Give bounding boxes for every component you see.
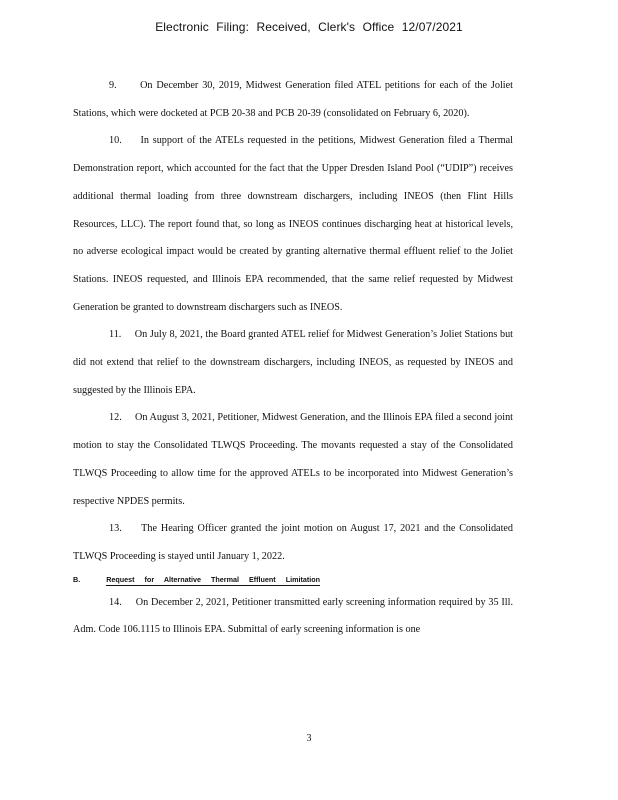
paragraph-text: On August 3, 2021, Petitioner, Midwest Generation, and the Illinois EPA filed a second joint motion to stay the Consolidated TLWQS Proceeding. The movants requested a stay of the Consolidated TLWQS Proceeding to allow time for the approved ATELs to be incorporated into Midwest Generation’s respective NPDES permits. [73,412,514,507]
document-body [73,72,513,644]
paragraph-number: 9. [109,80,117,91]
section-letter: B. [73,574,81,584]
paragraph-number: 12. [109,412,122,424]
paragraph-12 [73,404,513,515]
paragraph-text: On July 8, 2021, the Board granted ATEL relief for Midwest Generation’s Joliet Stations but did not extend that relief to the downstream dischargers, including INEOS, as requested by INEOS and suggested by the Illinois EPA. [73,329,513,396]
page-number: 3 [306,733,312,744]
paragraph-number: 14. [109,596,122,608]
paragraph-text: On December 2, 2021, Petitioner transmitted early screening information required by 35 Ill. Adm. Code 106.1115 to Illinois EPA. Submittal of early screening information is one [73,596,513,636]
section-title: Request for Alternative Thermal Effluent Limitation [106,574,321,584]
section-heading [73,571,513,589]
paragraph-number: 10. [109,135,122,147]
paragraph-number: 11. [109,329,122,341]
paragraph-text: In support of the ATELs requested in the petitions, Midwest Generation filed a Thermal Demonstration report, which accounted for the fact that the Upper Dresden Island Pool (“UDIP”) receives additional thermal loading from three downstream dischargers, including INEOS (then Flint Hills Resources, LLC). The report found that, so long as INEOS continues discharging heat at historical levels, no adverse ecological impact would be created by granting alternative thermal effluent relief to the Joliet Stations. INEOS requested, and Illinois EPA recommended, that the same relief requested by Midwest Generation be granted to downstream dischargers such as INEOS. [73,135,514,313]
electronic-filing-stamp: Electronic Filing: Received, Clerk's Office 12/07/2021 [155,20,463,34]
paragraph-number: 13. [109,523,122,535]
paragraph-text: On December 30, 2019, Midwest Generation filed ATEL petitions for each of the Joliet Stations, which were docketed at PCB 20-38 and PCB 20-39 (consolidated on February 6, 2020). [73,80,513,119]
paragraph-13 [73,515,513,570]
paragraph-text: The Hearing Officer granted the joint motion on August 17, 2021 and the Consolidated TLWQS Proceeding is stayed until January 1, 2022. [73,523,514,562]
paragraph-14 [73,589,513,644]
paragraph-9 [73,72,513,127]
paragraph-11 [73,321,513,404]
paragraph-10 [73,127,513,321]
